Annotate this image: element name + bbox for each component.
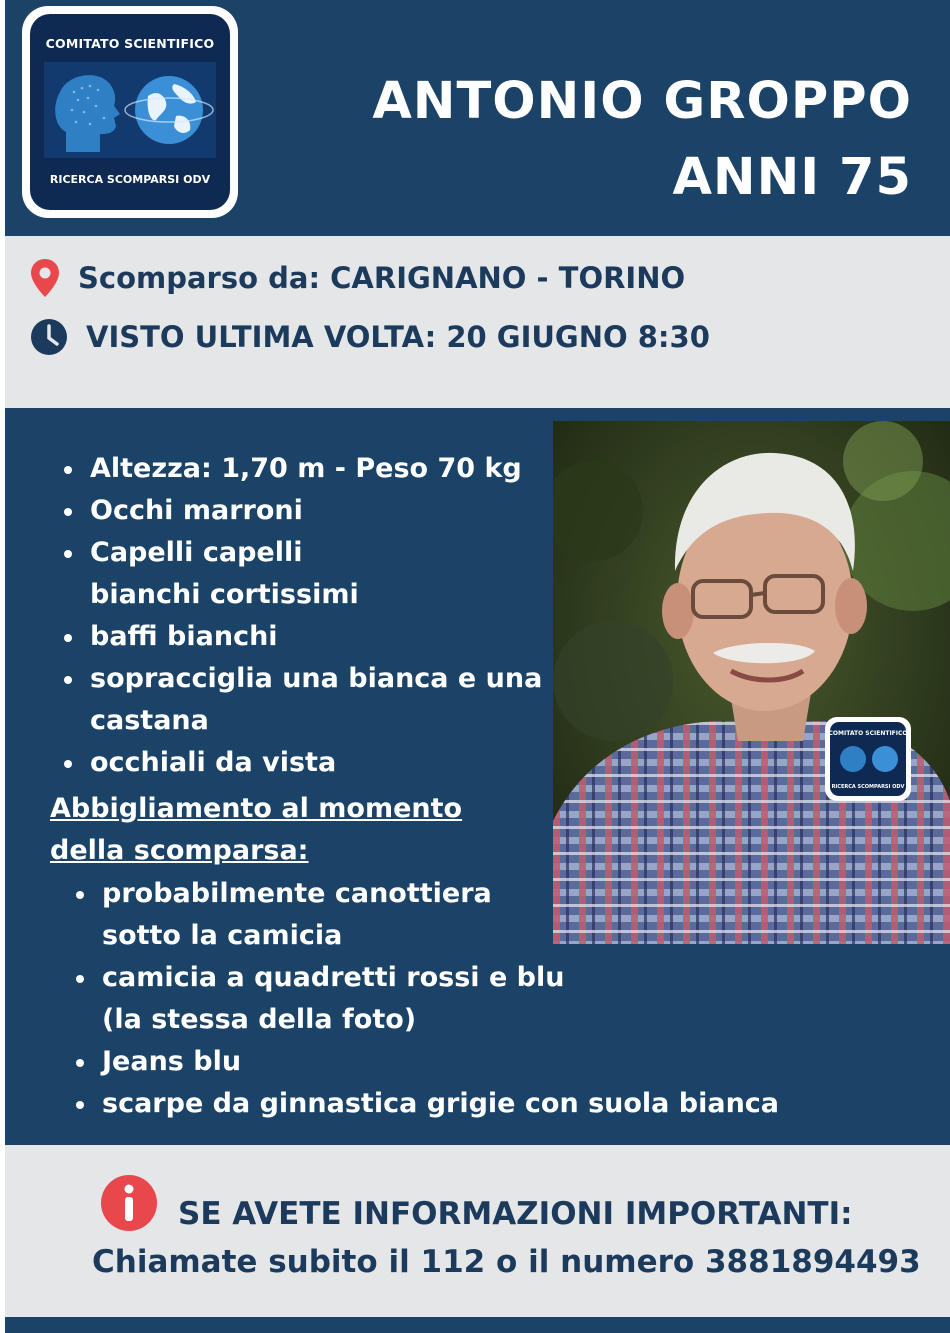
list-item: sopracciglia una bianca e una castana	[64, 658, 554, 742]
last-seen-row	[30, 318, 710, 356]
logo-top-text: COMITATO SCIENTIFICO	[45, 36, 215, 51]
info-icon	[100, 1174, 158, 1232]
list-item: probabilmente canottiera sotto la camicia	[76, 873, 522, 957]
last-seen-text: VISTO ULTIMA VOLTA: 20 GIUGNO 8:30	[86, 320, 710, 354]
list-item: occhiali da vista	[64, 742, 554, 784]
clothing-heading: Abbigliamento al momento della scomparsa:	[50, 793, 463, 866]
map-pin-icon	[30, 258, 60, 298]
list-item: scarpe da ginnastica grigie con suola bianca	[76, 1083, 796, 1125]
head-and-globe-icon	[44, 62, 216, 158]
missing-person-photo	[553, 421, 950, 944]
cta-heading: SE AVETE INFORMAZIONI IMPORTANTI:	[178, 1196, 853, 1232]
list-item: baffi bianchi	[64, 616, 554, 658]
watermark-top-text: COMITATO SCIENTIFICO	[828, 730, 908, 737]
location-row	[30, 258, 685, 298]
cta-phone-text: Chiamate subito il 112 o il numero 3881894493	[92, 1244, 921, 1280]
location-text: Scomparso da: CARIGNANO - TORINO	[78, 261, 686, 295]
missing-person-name: ANTONIO GROPPO	[372, 72, 912, 131]
list-item: camicia a quadretti rossi e blu (la stessa della foto)	[76, 957, 582, 1041]
list-item: Capelli capelli bianchi cortissimi	[64, 532, 420, 616]
organization-logo	[22, 6, 238, 218]
clock-icon	[30, 318, 68, 356]
photo-watermark-logo	[825, 717, 911, 801]
physical-description-list	[64, 448, 554, 784]
clothing-list	[76, 873, 796, 1125]
list-item: Jeans blu	[76, 1041, 796, 1083]
list-item: Occhi marroni	[64, 490, 554, 532]
watermark-bottom-text: RICERCA SCOMPARSI ODV	[831, 784, 905, 790]
missing-person-age: ANNI 75	[672, 148, 912, 207]
logo-bottom-text: RICERCA SCOMPARSI ODV	[49, 173, 211, 186]
list-item: Altezza: 1,70 m - Peso 70 kg	[64, 448, 554, 490]
